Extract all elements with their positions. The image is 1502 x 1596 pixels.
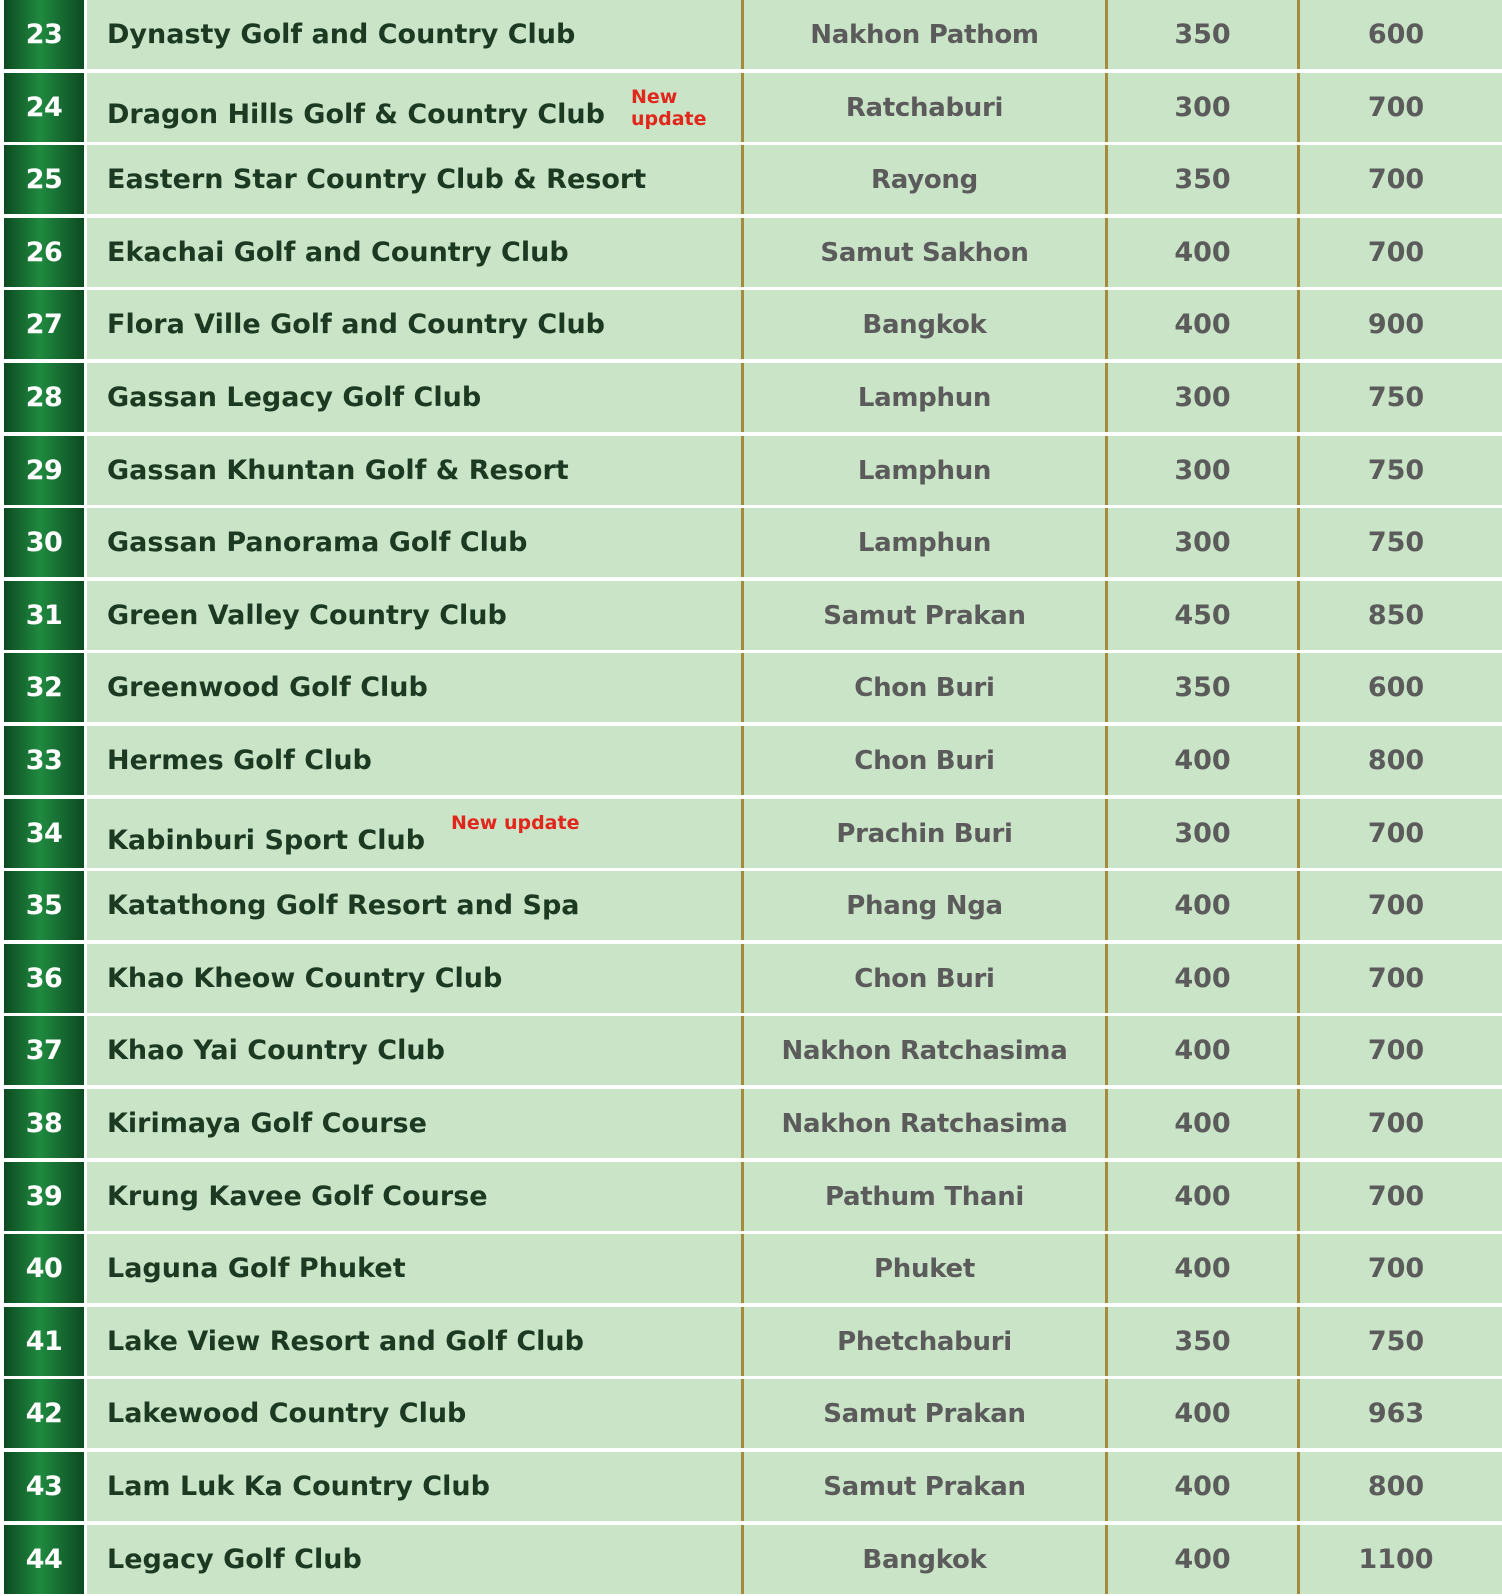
table-row [4, 726, 1502, 795]
province-cell: Nakhon Ratchasima [744, 1016, 1108, 1085]
row-number: 36 [4, 944, 84, 1013]
new-update-badge: New update [631, 86, 707, 130]
club-name-cell [87, 218, 744, 287]
row-number: 24 [4, 73, 84, 142]
club-name-cell [87, 1307, 744, 1376]
price-2-cell: 850 [1300, 581, 1502, 650]
price-1-cell: 400 [1108, 1379, 1300, 1448]
price-2-cell: 700 [1300, 218, 1502, 287]
club-name-cell [87, 1379, 744, 1448]
province-cell: Samut Prakan [744, 581, 1108, 650]
club-name-cell [87, 1525, 744, 1594]
table-row [4, 1162, 1502, 1231]
province-cell: Lamphun [744, 363, 1108, 432]
table-row [4, 944, 1502, 1013]
province-cell: Bangkok [744, 290, 1108, 359]
table-row [4, 1307, 1502, 1376]
table-row [4, 145, 1502, 214]
price-2-cell: 700 [1300, 871, 1502, 940]
table-row [4, 1379, 1502, 1448]
price-2-cell: 750 [1300, 436, 1502, 505]
club-name-cell [87, 363, 744, 432]
row-number: 35 [4, 871, 84, 940]
province-cell: Samut Prakan [744, 1379, 1108, 1448]
table-row [4, 363, 1502, 432]
table-row [4, 871, 1502, 940]
row-number: 42 [4, 1379, 84, 1448]
province-cell: Lamphun [744, 436, 1108, 505]
province-cell: Samut Prakan [744, 1452, 1108, 1521]
club-name: Ekachai Golf and Country Club [107, 237, 569, 268]
price-2-cell: 900 [1300, 290, 1502, 359]
row-number: 43 [4, 1452, 84, 1521]
province-cell: Phang Nga [744, 871, 1108, 940]
club-name: Kabinburi Sport Club [107, 825, 426, 856]
table-row [4, 1016, 1502, 1085]
province-cell: Chon Buri [744, 944, 1108, 1013]
club-name-cell [87, 581, 744, 650]
price-2-cell: 800 [1300, 726, 1502, 795]
club-name: Gassan Panorama Golf Club [107, 527, 528, 558]
club-name-cell [87, 653, 744, 722]
club-name-cell [87, 944, 744, 1013]
row-number: 33 [4, 726, 84, 795]
province-cell: Nakhon Pathom [744, 0, 1108, 69]
club-name-cell [87, 1234, 744, 1303]
table-row [4, 508, 1502, 577]
price-2-cell: 700 [1300, 799, 1502, 868]
table-row [4, 436, 1502, 505]
row-number: 27 [4, 290, 84, 359]
club-name: Khao Kheow Country Club [107, 963, 503, 994]
price-1-cell: 400 [1108, 1089, 1300, 1158]
province-cell: Phetchaburi [744, 1307, 1108, 1376]
price-2-cell: 700 [1300, 1234, 1502, 1303]
table-row [4, 799, 1502, 868]
price-1-cell: 400 [1108, 1452, 1300, 1521]
club-name-cell [87, 145, 744, 214]
price-1-cell: 300 [1108, 73, 1300, 142]
club-name: Legacy Golf Club [107, 1544, 362, 1575]
club-name: Lam Luk Ka Country Club [107, 1471, 490, 1502]
club-name-cell [87, 1089, 744, 1158]
club-name: Hermes Golf Club [107, 745, 372, 776]
club-name: Green Valley Country Club [107, 600, 507, 631]
club-name: Laguna Golf Phuket [107, 1253, 406, 1284]
row-number: 32 [4, 653, 84, 722]
table-row [4, 581, 1502, 650]
club-name: Katathong Golf Resort and Spa [107, 890, 580, 921]
row-number: 25 [4, 145, 84, 214]
price-1-cell: 400 [1108, 944, 1300, 1013]
club-name: Khao Yai Country Club [107, 1035, 445, 1066]
table-row [4, 73, 1502, 142]
price-2-cell: 700 [1300, 1089, 1502, 1158]
table-row [4, 1234, 1502, 1303]
club-name-cell [87, 290, 744, 359]
row-number: 37 [4, 1016, 84, 1085]
price-1-cell: 400 [1108, 871, 1300, 940]
row-number: 34 [4, 799, 84, 868]
price-1-cell: 400 [1108, 726, 1300, 795]
province-cell: Samut Sakhon [744, 218, 1108, 287]
price-2-cell: 750 [1300, 508, 1502, 577]
club-name-cell [87, 726, 744, 795]
price-1-cell: 400 [1108, 1525, 1300, 1594]
province-cell: Chon Buri [744, 726, 1108, 795]
row-number: 38 [4, 1089, 84, 1158]
price-2-cell: 700 [1300, 944, 1502, 1013]
club-name: Eastern Star Country Club & Resort [107, 164, 647, 195]
club-name-cell [87, 1016, 744, 1085]
club-name: Dragon Hills Golf & Country Club [107, 99, 605, 130]
club-name: Greenwood Golf Club [107, 672, 428, 703]
price-1-cell: 400 [1108, 290, 1300, 359]
table-row [4, 1525, 1502, 1594]
price-1-cell: 350 [1108, 0, 1300, 69]
club-name: Kirimaya Golf Course [107, 1108, 427, 1139]
province-cell: Rayong [744, 145, 1108, 214]
price-1-cell: 350 [1108, 653, 1300, 722]
table-row [4, 653, 1502, 722]
price-2-cell: 750 [1300, 1307, 1502, 1376]
price-2-cell: 750 [1300, 363, 1502, 432]
province-cell: Ratchaburi [744, 73, 1108, 142]
club-name-cell [87, 1452, 744, 1521]
price-2-cell: 1100 [1300, 1525, 1502, 1594]
club-name-cell [87, 799, 744, 868]
price-1-cell: 300 [1108, 436, 1300, 505]
table-row [4, 1452, 1502, 1521]
price-1-cell: 350 [1108, 1307, 1300, 1376]
row-number: 26 [4, 218, 84, 287]
price-2-cell: 800 [1300, 1452, 1502, 1521]
province-cell: Nakhon Ratchasima [744, 1089, 1108, 1158]
club-name: Gassan Legacy Golf Club [107, 382, 482, 413]
price-1-cell: 400 [1108, 218, 1300, 287]
price-2-cell: 700 [1300, 145, 1502, 214]
club-name-cell [87, 73, 744, 142]
price-1-cell: 400 [1108, 1234, 1300, 1303]
club-name-cell [87, 1162, 744, 1231]
province-cell: Lamphun [744, 508, 1108, 577]
table-row [4, 290, 1502, 359]
price-2-cell: 700 [1300, 1016, 1502, 1085]
club-name-cell [87, 0, 744, 69]
club-name: Krung Kavee Golf Course [107, 1181, 488, 1212]
row-number: 29 [4, 436, 84, 505]
club-name-cell [87, 436, 744, 505]
price-2-cell: 600 [1300, 0, 1502, 69]
club-name: Lake View Resort and Golf Club [107, 1326, 584, 1357]
club-name: Gassan Khuntan Golf & Resort [107, 455, 569, 486]
province-cell: Pathum Thani [744, 1162, 1108, 1231]
new-update-badge: New update [451, 812, 580, 834]
row-number: 30 [4, 508, 84, 577]
row-number: 23 [4, 0, 84, 69]
row-number: 31 [4, 581, 84, 650]
price-1-cell: 300 [1108, 363, 1300, 432]
province-cell: Bangkok [744, 1525, 1108, 1594]
club-name-cell [87, 508, 744, 577]
club-name: Flora Ville Golf and Country Club [107, 309, 606, 340]
price-1-cell: 450 [1108, 581, 1300, 650]
price-1-cell: 350 [1108, 145, 1300, 214]
price-2-cell: 700 [1300, 1162, 1502, 1231]
table-row [4, 0, 1502, 69]
price-1-cell: 300 [1108, 799, 1300, 868]
club-name-cell [87, 871, 744, 940]
price-2-cell: 600 [1300, 653, 1502, 722]
price-2-cell: 700 [1300, 73, 1502, 142]
row-number: 28 [4, 363, 84, 432]
price-1-cell: 400 [1108, 1162, 1300, 1231]
province-cell: Chon Buri [744, 653, 1108, 722]
price-2-cell: 963 [1300, 1379, 1502, 1448]
row-number: 44 [4, 1525, 84, 1594]
price-1-cell: 400 [1108, 1016, 1300, 1085]
row-number: 41 [4, 1307, 84, 1376]
price-1-cell: 300 [1108, 508, 1300, 577]
table-row [4, 218, 1502, 287]
row-number: 39 [4, 1162, 84, 1231]
table-row [4, 1089, 1502, 1158]
club-name: Dynasty Golf and Country Club [107, 19, 576, 50]
row-number: 40 [4, 1234, 84, 1303]
province-cell: Prachin Buri [744, 799, 1108, 868]
club-name: Lakewood Country Club [107, 1398, 467, 1429]
province-cell: Phuket [744, 1234, 1108, 1303]
